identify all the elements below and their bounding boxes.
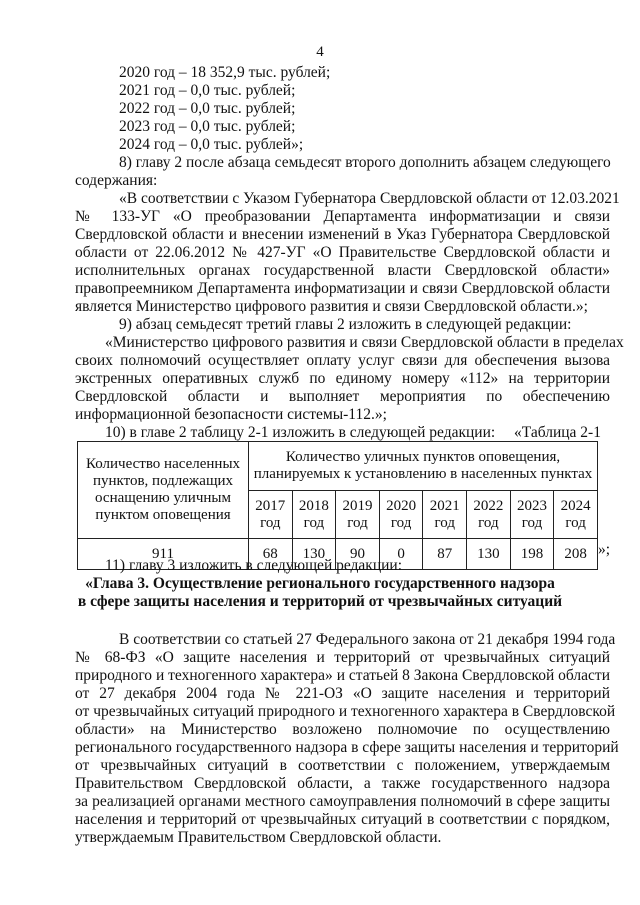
item-9: 9) абзац семьдесят третий главы 2 изложить в следующей редакции: [119, 316, 572, 333]
text-line: В соответствии со статьей 27 Федерального закона от 21 декабря 1994 года [119, 631, 616, 648]
col1-header: Количество населенных пунктов, подлежащих оснащению уличным пунктом оповещения [78, 442, 249, 539]
year-value-cell: 198 [510, 539, 554, 570]
text-line: от чрезвычайных ситуаций природного и техногенного характера в Свердловской [75, 703, 616, 720]
item-10: 10) в главе 2 таблицу 2-1 изложить в следующей редакции: [105, 424, 496, 441]
year-unit: год [434, 514, 455, 531]
year-value-cell: 208 [554, 539, 598, 570]
text-line: 8) главу 2 после абзаца семьдесят второго дополнить абзацем следующего [119, 154, 611, 171]
year-value: 2024 [560, 497, 591, 514]
text-line: Свердловской области и внесении изменений в Указ Губернатора Свердловской [75, 226, 610, 243]
year-value: 2021 [429, 497, 460, 514]
year-unit: год [521, 514, 543, 531]
year-header [423, 491, 467, 539]
text-line: исполнительных органах государственной власти Свердловской области» [75, 262, 610, 279]
text-line: правопреемником Департамента информатизации и связи Свердловской области [75, 280, 610, 297]
year-unit: год [347, 514, 368, 531]
text-line: № 68-ФЗ «О защите населения и территорий от чрезвычайных ситуаций [75, 649, 610, 666]
text-line: природного и техногенного характера» и статьей 8 Закона Свердловской области [75, 667, 610, 684]
text-line: Правительством Свердловской области, а также государственного надзора [75, 775, 610, 792]
text-line: своих полномочий осуществляет оплату услуг связи для обеспечения вызова [75, 352, 610, 369]
text-line: содержания: [75, 172, 158, 189]
year-value: 2022 [473, 497, 504, 514]
year-unit: год [390, 514, 412, 531]
year-value-cell: 90 [336, 539, 380, 570]
text-line: области от 22.06.2012 № 427-УГ «О Правительстве Свердловской области и [75, 244, 610, 261]
text-line: регионального государственного надзора в сфере защиты населения и территорий [75, 739, 619, 756]
funding-line: 2022 год – 0,0 тыс. рублей; [119, 100, 296, 117]
year-header [336, 491, 380, 539]
funding-line: 2024 год – 0,0 тыс. рублей»; [119, 136, 304, 153]
year-value-cell: 0 [379, 539, 423, 570]
year-header [554, 491, 598, 539]
year-value: 2017 [255, 497, 286, 514]
year-value-cell: 68 [249, 539, 293, 570]
chapter-title-line: в сфере защиты населения и территорий от чрезвычайных ситуаций [77, 593, 563, 610]
funding-line: 2021 год – 0,0 тыс. рублей; [119, 82, 296, 99]
settlements-count-cell: 911 [78, 539, 249, 570]
text-line: № 133-УГ «О преобразовании Департамента информатизации и связи [75, 208, 610, 225]
year-value: 2019 [342, 497, 373, 514]
table-2-1 [77, 441, 598, 570]
year-unit: год [303, 514, 325, 531]
year-header [379, 491, 423, 539]
year-header [467, 491, 511, 539]
year-value-cell: 130 [467, 539, 511, 570]
table-caption: «Таблица 2-1 [514, 424, 601, 441]
year-header [510, 491, 554, 539]
year-unit: год [260, 514, 281, 531]
group-header: Количество уличных пунктов оповещения, планируемых к установлению в населенных пунктах [249, 442, 598, 491]
year-value-cell: 130 [292, 539, 336, 570]
text-line: населения и территорий от чрезвычайных ситуаций в соответствии с порядком, [75, 811, 610, 828]
year-value: 2018 [298, 497, 329, 514]
page-number: 4 [316, 44, 324, 60]
text-line: экстренных оперативных служб по единому номеру «112» на территории [75, 370, 610, 387]
year-header [249, 491, 293, 539]
text-line: «В соответствии с Указом Губернатора Свердловской области от 12.03.2021 [119, 190, 620, 207]
chapter-title-line: «Глава 3. Осуществление регионального государственного надзора [85, 575, 555, 592]
year-header [292, 491, 336, 539]
funding-line: 2023 год – 0,0 тыс. рублей; [119, 118, 296, 135]
text-line: за реализацией органами местного самоуправления полномочий в сфере защиты [75, 793, 610, 810]
year-unit: год [478, 514, 499, 531]
text-line: является Министерство цифрового развития и связи Свердловской области.»; [75, 298, 588, 315]
text-line: от 27 декабря 2004 года № 221-ОЗ «О защите населения и территорий [75, 685, 610, 702]
text-line: области» на Министерство возложено полномочие по осуществлению [75, 721, 610, 738]
table-close-mark: »; [598, 541, 611, 558]
year-value: 2023 [516, 497, 547, 514]
text-line: информационной безопасности системы-112.»; [75, 406, 387, 423]
text-line: Свердловской области и выполняет мероприятия по обеспечению [75, 388, 610, 405]
year-value-cell: 87 [423, 539, 467, 570]
item-11: 11) главу 3 изложить в следующей редакции: [105, 557, 403, 574]
text-line: утверждаемым Правительством Свердловской области. [75, 829, 442, 846]
year-value: 2020 [386, 497, 417, 514]
text-line: от чрезвычайных ситуаций в соответствии с положением, утверждаемым [75, 757, 610, 774]
text-line: «Министерство цифрового развития и связи Свердловской области в пределах [105, 334, 624, 351]
year-unit: год [565, 514, 586, 531]
funding-line: 2020 год – 18 352,9 тыс. рублей; [119, 64, 331, 81]
